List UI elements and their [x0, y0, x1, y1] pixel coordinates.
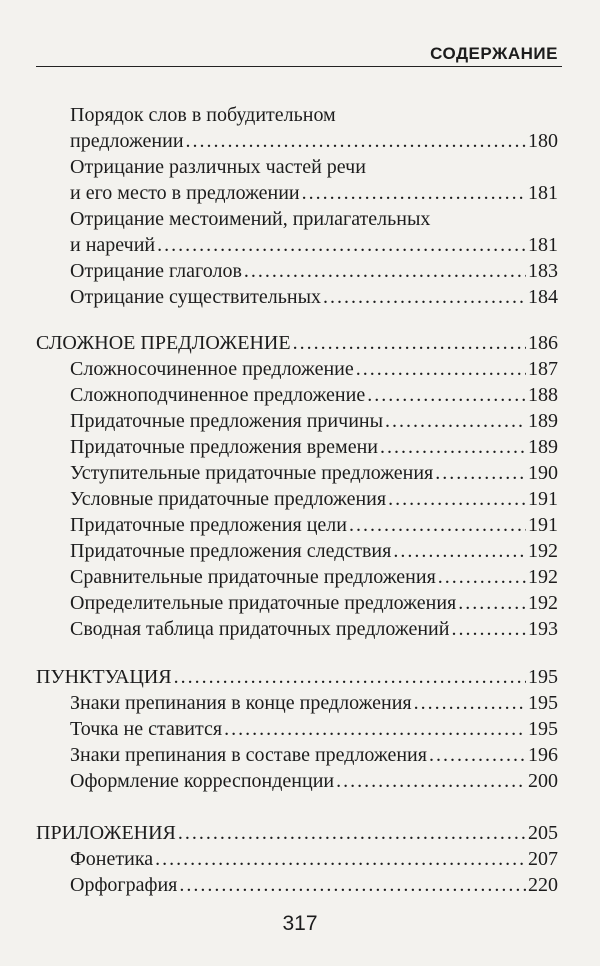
toc-entry-title: Точка не ставится [70, 718, 223, 740]
toc-entry-title: и его место в предложении [70, 182, 300, 204]
toc-section-complex-sentence [36, 330, 558, 356]
leader-dots [178, 820, 526, 846]
toc-entry-title: Оформление корреспонденции [70, 770, 335, 792]
leader-dots [155, 846, 526, 872]
toc-entry-page: 191 [528, 488, 558, 510]
leader-dots [244, 258, 526, 284]
toc-section-page: 205 [528, 822, 558, 844]
leader-dots [174, 664, 526, 690]
toc-entry-page: 181 [528, 182, 558, 204]
toc-entry-page: 196 [528, 744, 558, 766]
toc-line: Отрицание местоимений, прилагательных [70, 208, 431, 230]
toc-entry-page: 207 [528, 848, 558, 870]
leader-dots [385, 408, 526, 434]
toc-section-page: 186 [528, 332, 558, 354]
toc-entry-page: 181 [528, 234, 558, 256]
toc-entry-page: 190 [528, 462, 558, 484]
header-rule [36, 66, 562, 67]
leader-dots [323, 284, 526, 310]
toc-entry-title: Орфография [70, 874, 178, 896]
toc-entry-page: 191 [528, 514, 558, 536]
toc-entry [70, 382, 558, 408]
toc-entry-page: 180 [528, 130, 558, 152]
toc-entry [70, 690, 558, 716]
toc-entry-page: 189 [528, 436, 558, 458]
toc-section-title: ПУНКТУАЦИЯ [36, 666, 172, 688]
toc-entry [70, 716, 558, 742]
leader-dots [451, 616, 526, 642]
toc-entry-page: 195 [528, 692, 558, 714]
leader-dots [356, 356, 526, 382]
leader-dots [367, 382, 526, 408]
toc-line: Отрицание различных частей речи [70, 156, 366, 178]
toc-entry [70, 616, 558, 642]
toc-entry-page: 189 [528, 410, 558, 432]
toc-entry-page: 195 [528, 718, 558, 740]
toc-section-title: ПРИЛОЖЕНИЯ [36, 822, 176, 844]
toc-section-page: 195 [528, 666, 558, 688]
toc-entry-title: Сложносочиненное предложение [70, 358, 354, 380]
toc-entry [70, 356, 558, 382]
toc-entry-page: 192 [528, 540, 558, 562]
toc-entry [70, 232, 558, 258]
toc-entry-title: Знаки препинания в конце предложения [70, 692, 412, 714]
toc-entry-page: 187 [528, 358, 558, 380]
toc-entry-page: 184 [528, 286, 558, 308]
leader-dots [302, 180, 526, 206]
toc-entry-page: 188 [528, 384, 558, 406]
toc-entry [70, 742, 558, 768]
toc-entry-title: Знаки препинания в составе предложения [70, 744, 427, 766]
toc-entry-page: 183 [528, 260, 558, 282]
toc-entry [70, 768, 558, 794]
toc-entry-title: Придаточные предложения следствия [70, 540, 392, 562]
toc-entry-title: Фонетика [70, 848, 154, 870]
toc-entry [70, 180, 558, 206]
leader-dots [435, 460, 526, 486]
toc-entry [70, 590, 558, 616]
toc-entry-title: Отрицание глаголов [70, 260, 242, 282]
toc-entry [70, 538, 558, 564]
toc-section-appendix [36, 820, 558, 846]
toc-entry-title: и наречий [70, 234, 156, 256]
leader-dots [388, 486, 526, 512]
toc-entry [70, 872, 558, 898]
leader-dots [458, 590, 526, 616]
leader-dots [293, 330, 526, 356]
toc-entry-title: Условные придаточные предложения [70, 488, 387, 510]
toc-entry-title: Сложноподчиненное предложение [70, 384, 366, 406]
toc-entry-title: Отрицание существительных [70, 286, 322, 308]
toc-entry-title: Определительные придаточные предложения [70, 592, 457, 614]
toc-entry-page: 220 [528, 874, 558, 896]
toc-entry [70, 564, 558, 590]
leader-dots [393, 538, 526, 564]
toc-entry-title: Сравнительные придаточные предложения [70, 566, 436, 588]
running-head: СОДЕРЖАНИЕ [430, 44, 558, 63]
toc-entry-title: Придаточные предложения времени [70, 436, 378, 458]
toc-entry [70, 486, 558, 512]
leader-dots [414, 690, 526, 716]
leader-dots [380, 434, 526, 460]
toc-entry-title: Придаточные предложения причины [70, 410, 384, 432]
toc-section-punctuation [36, 664, 558, 690]
toc-entry [70, 128, 558, 154]
toc-entry-title: предложении [70, 130, 184, 152]
toc-entry-title: Уступительные придаточные предложения [70, 462, 434, 484]
leader-dots [157, 232, 526, 258]
toc-entry-title: Сводная таблица придаточных предложений [70, 618, 450, 640]
leader-dots [186, 128, 526, 154]
leader-dots [179, 872, 526, 898]
leader-dots [349, 512, 526, 538]
toc-entry-title: Придаточные предложения цели [70, 514, 347, 536]
toc-entry [70, 846, 558, 872]
leader-dots [336, 768, 526, 794]
toc-entry [70, 284, 558, 310]
toc-section-title: СЛОЖНОЕ ПРЕДЛОЖЕНИЕ [36, 332, 291, 354]
toc-entry [70, 258, 558, 284]
leader-dots [224, 716, 526, 742]
toc-entry-page: 192 [528, 566, 558, 588]
toc-entry [70, 460, 558, 486]
toc-entry-page: 200 [528, 770, 558, 792]
toc-entry-page: 193 [528, 618, 558, 640]
toc-line: Порядок слов в побудительном [70, 104, 336, 126]
toc-entry [70, 512, 558, 538]
toc-entry [70, 408, 558, 434]
leader-dots [429, 742, 526, 768]
page-number: 317 [282, 912, 318, 935]
toc-entry-page: 192 [528, 592, 558, 614]
toc-entry [70, 434, 558, 460]
leader-dots [438, 564, 526, 590]
